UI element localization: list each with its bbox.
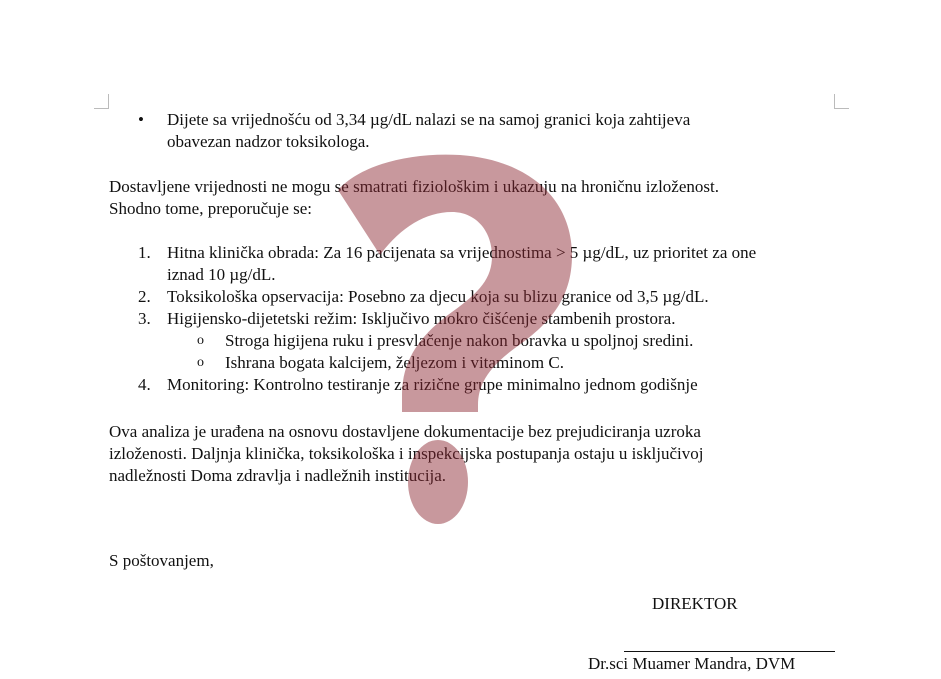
- sub-bullet-marker: o: [197, 333, 204, 348]
- margin-marker-right: [834, 94, 849, 109]
- paragraph-line: izloženosti. Daljnja klinička, toksikološka i inspekcijska postupanja ostaju u isključivoj: [109, 444, 704, 463]
- closing-text: S poštovanjem,: [109, 551, 214, 570]
- list-number: 2.: [138, 287, 151, 306]
- list-item-text: Monitoring: Kontrolno testiranje za rizične grupe minimalno jednom godišnje: [167, 375, 698, 394]
- list-item-text: Higijensko-dijetetski režim: Isključivo mokro čišćenje stambenih prostora.: [167, 309, 676, 328]
- list-number: 3.: [138, 309, 151, 328]
- bullet-text-line: Dijete sa vrijednošću od 3,34 µg/dL nalazi se na samoj granici koja zahtijeva: [167, 110, 691, 129]
- paragraph-line: Ova analiza je urađena na osnovu dostavljene dokumentacije bez prejudiciranja uzroka: [109, 422, 701, 441]
- sub-bullet-marker: o: [197, 355, 204, 370]
- paragraph-line: nadležnosti Doma zdravlja i nadležnih institucija.: [109, 466, 447, 485]
- sub-item-text: Ishrana bogata kalcijem, željezom i vitaminom C.: [225, 353, 564, 372]
- margin-marker-left: [94, 94, 109, 109]
- list-number: 4.: [138, 375, 151, 394]
- signature-name: Dr.sci Muamer Mandra, DVM: [588, 654, 796, 673]
- paragraph-line: Dostavljene vrijednosti ne mogu se smatrati fiziološkim i ukazuju na hroničnu izloženost.: [109, 177, 719, 196]
- bullet-marker: •: [138, 110, 144, 129]
- list-item-text: Hitna klinička obrada: Za 16 pacijenata sa vrijednostima > 5 µg/dL, uz prioritet za one: [167, 243, 757, 262]
- paragraph-line: Shodno tome, preporučuje se:: [109, 199, 313, 218]
- list-item-text: Toksikološka opservacija: Posebno za djecu koja su blizu granice od 3,5 µg/dL.: [167, 287, 709, 306]
- signature-line: [624, 651, 835, 652]
- bullet-text-line: obavezan nadzor toksikologa.: [167, 132, 370, 151]
- list-number: 1.: [138, 243, 151, 262]
- signature-title: DIREKTOR: [652, 594, 738, 613]
- list-item-text: iznad 10 µg/dL.: [167, 265, 276, 284]
- sub-item-text: Stroga higijena ruku i presvlačenje nakon boravka u spoljnoj sredini.: [225, 331, 694, 350]
